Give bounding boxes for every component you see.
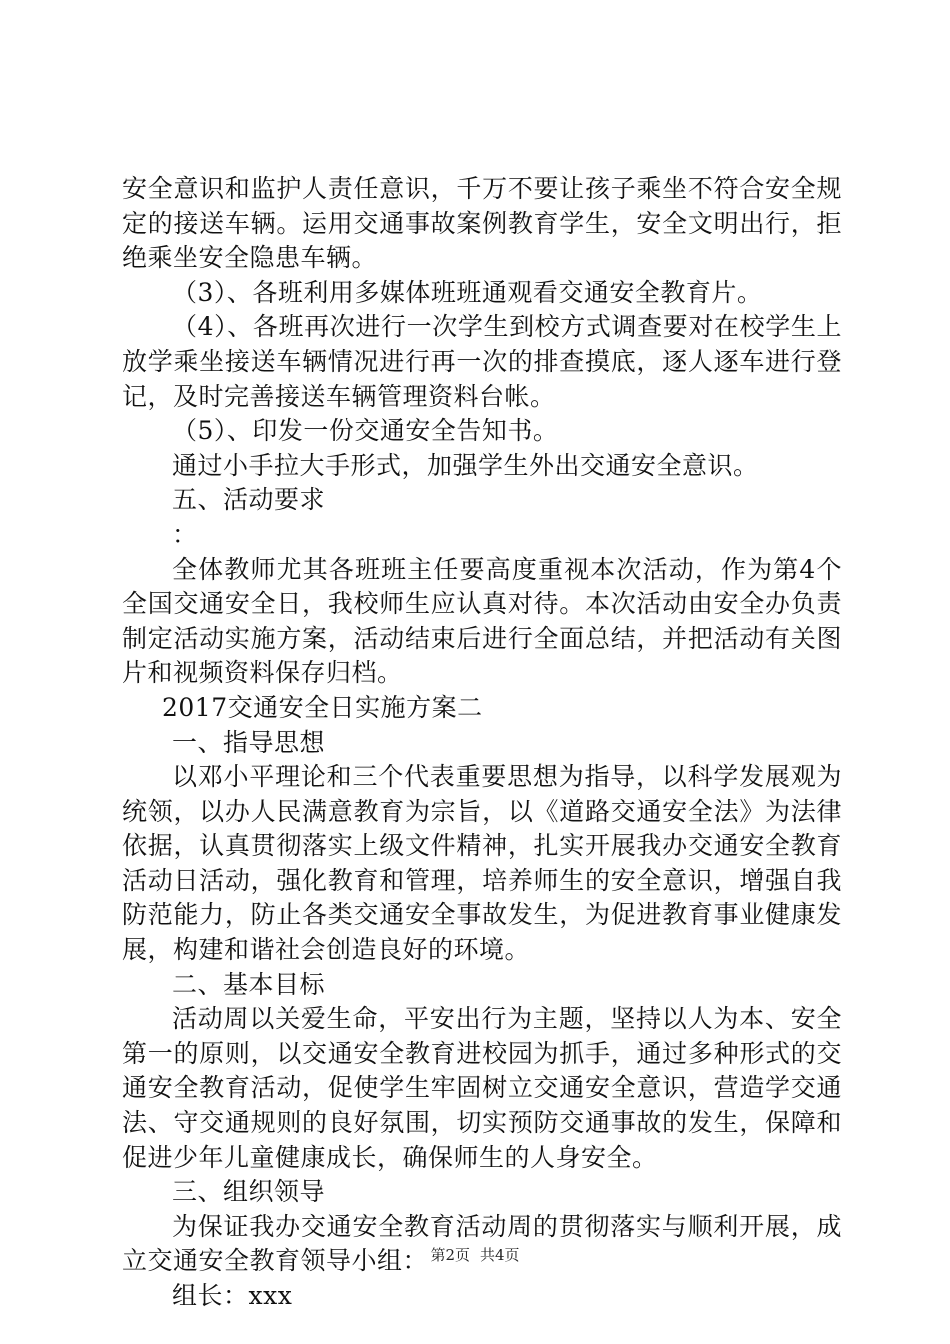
document-subtitle: 2017交通安全日实施方案二 — [162, 692, 483, 722]
section-heading-basic-goals: 二、基本目标 — [172, 969, 326, 999]
paragraph-continuation: 安全意识和监护人责任意识，千万不要让孩子乘坐不符合安全规定的接送车辆。运用交通事故案例教育学生，安全文明出行，拒绝乘坐安全隐患车辆。 — [122, 174, 842, 273]
paragraph: 全体教师尤其各班班主任要高度重视本次活动，作为第4个全国交通安全日，我校师生应认真对待。本次活动由安全办负责制定活动实施方案，活动结束后进行全面总结，并把活动有关图片和视频资料保存归档。 — [122, 554, 842, 688]
leader-line: 组长：xxx — [172, 1281, 293, 1310]
document-body — [122, 172, 842, 1314]
page-total: 共4页 — [480, 1246, 520, 1264]
section-heading-requirements: 五、活动要求 — [172, 485, 326, 515]
page-footer — [0, 1244, 950, 1265]
paragraph: 以邓小平理论和三个代表重要思想为指导，以科学发展观为统领，以办人民满意教育为宗旨，以《道路交通安全法》为法律依据，认真贯彻落实上级文件精神，扎实开展我办交通安全教育活动日活动，强化教育和管理，培养师生的安全意识，增强自我防范能力，防止各类交通安全事故发生，为促进教育事业健康发展，构建和谐社会创造良好的环境。 — [122, 762, 842, 965]
list-item-5: （5）、印发一份交通安全告知书。 — [172, 416, 559, 446]
list-item-4: （4）、各班再次进行一次学生到校方式调查要对在校学生上放学乘坐接送车辆情况进行再一次的排查摸底，逐人逐车进行登记，及时完善接送车辆管理资料台帐。 — [122, 312, 842, 411]
paragraph: 为保证我办交通安全教育活动周的贯彻落实与顺利开展，成立交通安全教育领导小组： — [122, 1211, 842, 1276]
paragraph: 活动周以关爱生命，平安出行为主题，坚持以人为本、安全第一的原则，以交通安全教育进校园为抓手，通过多种形式的交通安全教育活动，促使学生牢固树立交通安全意识，营造学交通法、守交通规则的良好氛围，切实预防交通事故的发生，保障和促进少年儿童健康成长，确保师生的人身安全。 — [122, 1004, 842, 1172]
section-heading-organization: 三、组织领导 — [172, 1177, 326, 1207]
page-number: 第2页 — [430, 1246, 470, 1264]
list-item-3: （3）、各班利用多媒体班班通观看交通安全教育片。 — [172, 277, 763, 307]
section-heading-guiding-thought: 一、指导思想 — [172, 727, 326, 757]
colon-line: ： — [172, 519, 198, 549]
paragraph: 通过小手拉大手形式，加强学生外出交通安全意识。 — [172, 450, 759, 480]
